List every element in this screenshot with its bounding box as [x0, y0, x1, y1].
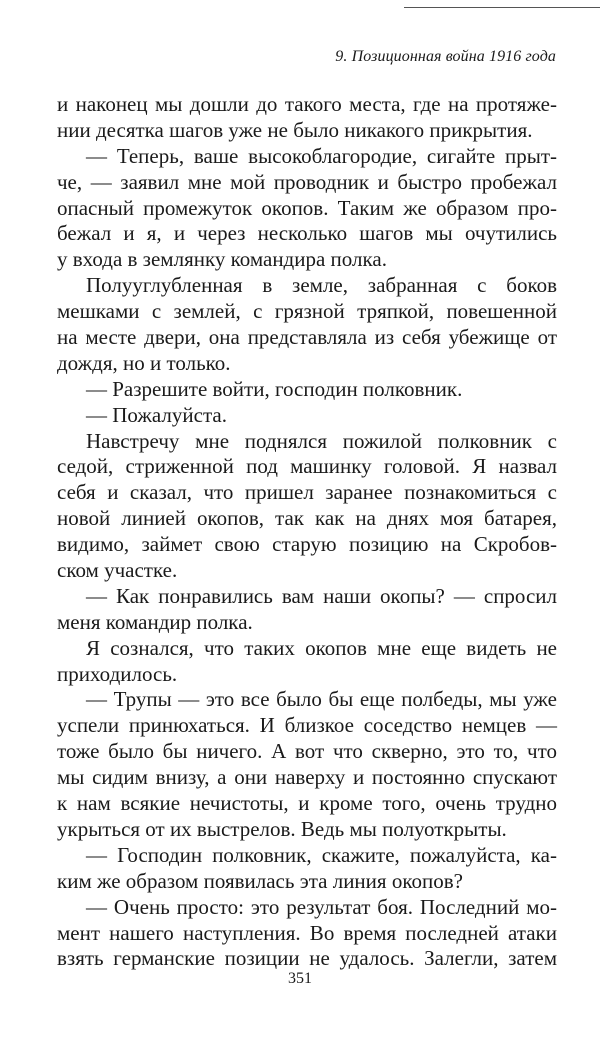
page-number: 351: [288, 970, 312, 987]
text-line: укрыться от их выстрелов. Ведь мы полуоткрыты.: [57, 816, 507, 841]
text-line: на месте двери, она представляла из себя убежище от: [57, 325, 557, 350]
text-line: Я сознался, что таких окопов мне еще видеть не: [86, 635, 557, 660]
text-line: приходилось.: [57, 661, 178, 686]
text-line: мешками с землей, с грязной тряпкой, повешенной: [57, 299, 557, 324]
running-head: 9. Позиционная война 1916 года: [335, 48, 556, 65]
text-line: — Теперь, ваше высокоблагородие, сигайте прыт-: [86, 143, 557, 168]
text-line: успели принюхаться. И близкое соседство немцев —: [57, 713, 557, 738]
text-line: и наконец мы дошли до такого места, где на протяже-: [57, 92, 557, 116]
text-line: мы сидим внизу, а они наверху и постоянно спускают: [57, 765, 557, 790]
top-rule: [404, 7, 600, 8]
text-line: — Очень просто: это результат боя. Последний мо-: [86, 894, 557, 919]
text-line: бежал и я, и через несколько шагов мы очутились: [57, 221, 557, 246]
text-line: видимо, займет свою старую позицию на Скробов-: [57, 532, 557, 557]
text-line: Полууглубленная в земле, забранная с боков: [86, 273, 557, 298]
text-line: нии десятка шагов уже не было никакого прикрытия.: [57, 117, 533, 142]
text-line: у входа в землянку командира полка.: [57, 247, 387, 272]
text-line: ском участке.: [57, 558, 178, 583]
text-line: — Трупы — это все было бы еще полбеды, мы уже: [86, 687, 557, 712]
text-line: себя и сказал, что пришел заранее познакомиться с: [57, 480, 557, 505]
text-line: седой, стриженной под машинку головой. Я назвал: [57, 454, 557, 479]
text-line: к нам всякие нечистоты, и кроме того, очень трудно: [57, 791, 557, 816]
text-line: — Пожалуйста.: [86, 402, 227, 427]
text-line: тоже было бы ничего. А вот что скверно, это то, что: [57, 739, 557, 764]
text-line: Навстречу мне поднялся пожилой полковник с: [86, 428, 557, 453]
text-line: меня командир полка.: [57, 609, 253, 634]
text-line: новой линией окопов, так как на днях моя батарея,: [57, 506, 557, 531]
text-line: мент нашего наступления. Во время последней атаки: [57, 920, 557, 945]
text-line: — Господин полковник, скажите, пожалуйста, ка-: [86, 842, 557, 867]
body-text: [57, 92, 557, 972]
text-line: взять германские позиции не удалось. Залегли, затем: [57, 946, 557, 971]
text-line: — Разрешите войти, господин полковник.: [86, 376, 463, 401]
text-line: ким же образом появилась эта линия окопов?: [57, 868, 463, 893]
text-line: дождя, но и только.: [57, 350, 231, 375]
text-line: че, — заявил мне мой проводник и быстро пробежал: [57, 169, 557, 194]
text-line: — Как понравились вам наши окопы? — спросил: [86, 583, 557, 608]
text-line: опасный промежуток окопов. Таким же образом про-: [57, 195, 557, 220]
